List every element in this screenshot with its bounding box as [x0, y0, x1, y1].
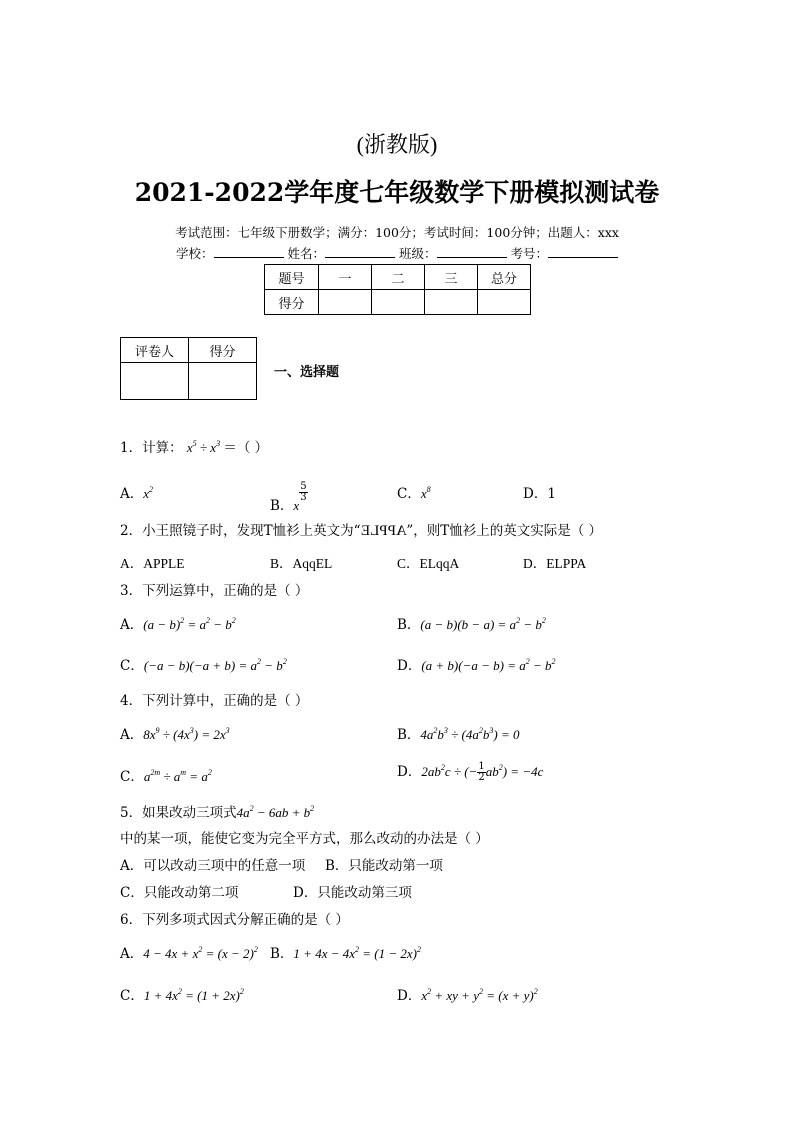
q1-option-a[interactable]: A．$x^2$: [120, 485, 154, 502]
exam-info: 考试范围：七年级下册数学；满分：100分；考试时间：100分钟；出题人：xxx: [175, 225, 619, 240]
q5-option-c[interactable]: C．只能改动第二项: [120, 885, 239, 901]
q1-option-b[interactable]: B．x $\frac{5}{3}$: [270, 481, 307, 514]
number-label: 考号：: [510, 246, 548, 261]
q6-option-b[interactable]: B．$1 + 4x - 4x^2 = (1 - 2x)^2$: [270, 945, 421, 962]
score-header-cell: 二: [372, 265, 425, 290]
q5-option-b[interactable]: B．只能改动第一项: [325, 858, 443, 874]
question-3-stem: 3．下列运算中，正确的是（ ）: [120, 583, 309, 599]
question-5-stem-line2: 中的某一项，能使它变为完全平方式，那么改动的办法是（ ）: [120, 831, 489, 847]
q6-option-c[interactable]: C．$1 + 4x^2 = (1 + 2x)^2$: [120, 987, 244, 1004]
q5-option-a[interactable]: A．可以改动三项中的任意一项: [120, 858, 306, 874]
q6-option-d[interactable]: D．$x^2$ + xy + $y^2 = (x + y)^2$: [397, 987, 538, 1004]
q3-option-a[interactable]: A．$(a - b)^2 = a^2 - b^2$: [120, 616, 236, 633]
question-4-stem: 4．下列计算中，正确的是（ ）: [120, 693, 309, 709]
score-cell[interactable]: [372, 290, 425, 315]
q3-option-c[interactable]: C．$(-a - b)(-a + b) = a^2 - b^2$: [120, 657, 287, 674]
score-table: [264, 264, 531, 315]
exam-title: 2021-2022学年度七年级数学下册模拟测试卷: [134, 178, 660, 207]
question-5-stem-line1: 5．如果改动三项式$4a^2 - 6ab + b^2$: [120, 804, 315, 821]
section-title: 一、选择题: [274, 365, 340, 380]
grader-header-cell: 得分: [189, 338, 257, 363]
score-header-cell: 三: [425, 265, 478, 290]
score-header-cell: 一: [319, 265, 372, 290]
score-header-cell: 总分: [478, 265, 531, 290]
q2-option-b[interactable]: B．AqqEL: [270, 556, 333, 571]
student-fields: [0, 244, 794, 262]
q4-option-d[interactable]: D．$2ab^2c$ ÷ (− $\frac{1}{2}$ $ab^2) = -4c$: [397, 761, 544, 783]
score-cell[interactable]: [319, 290, 372, 315]
q2-option-a[interactable]: A．APPLE: [120, 556, 185, 571]
name-blank[interactable]: [325, 245, 395, 258]
score-row-label: 得分: [265, 290, 319, 315]
q4-option-c[interactable]: C．$a^{2m} \div a^m = a^2$: [120, 768, 212, 785]
q5-option-d[interactable]: D．只能改动第三项: [293, 885, 412, 901]
q6-option-a[interactable]: A．$4 - 4x + x^2 = (x - 2)^2$: [120, 945, 258, 962]
score-table-header-row: [265, 265, 531, 290]
q2-option-c[interactable]: C．ELqqA: [397, 556, 460, 571]
question-6-stem: 6．下列多项式因式分解正确的是（ ）: [120, 912, 349, 928]
q3-option-b[interactable]: B．$(a - b)(b - a) = a^2 - b^2$: [397, 616, 546, 633]
grader-table: [120, 337, 257, 400]
q3-option-d[interactable]: D．$(a + b)(-a - b) = a^2 - b^2$: [397, 657, 556, 674]
q2-option-d[interactable]: D．ELPPA: [523, 556, 587, 571]
school-blank[interactable]: [214, 245, 284, 258]
score-table-row: [265, 290, 531, 315]
number-blank[interactable]: [548, 245, 618, 258]
grader-row: [121, 363, 257, 400]
grader-cell[interactable]: [121, 363, 189, 400]
question-1-stem: 1．计算： $x^5 \div x^3$ ＝（ ）: [120, 439, 269, 456]
class-label: 班级：: [398, 246, 437, 261]
score-cell[interactable]: [478, 290, 531, 315]
q1-option-c[interactable]: C．$x^8$: [397, 485, 431, 502]
q4-option-b[interactable]: B．$4a^2b^3 \div (4a^2b^3) = 0$: [397, 726, 520, 743]
school-label: 学校：: [175, 246, 214, 261]
mirrored-apple-text: APPLE: [360, 523, 407, 539]
grader-header-cell: 评卷人: [121, 338, 189, 363]
score-header-cell: 题号: [265, 265, 319, 290]
class-blank[interactable]: [437, 245, 507, 258]
score-cell[interactable]: [425, 290, 478, 315]
edition-label: (浙教版): [356, 132, 438, 157]
name-label: 姓名：: [287, 246, 325, 261]
grader-cell[interactable]: [189, 363, 257, 400]
q1-option-d[interactable]: D．1: [523, 486, 556, 502]
grader-header-row: [121, 338, 257, 363]
q4-option-a[interactable]: A．$8x^9 \div (4x^3) = 2x^3$: [120, 726, 230, 743]
q1-expression: $x^5 \div x^3$: [186, 439, 221, 455]
question-2-stem: 2．小王照镜子时，发现T恤衫上英文为“APPLE”，则T恤衫上的英文实际是（ ）: [120, 523, 603, 539]
